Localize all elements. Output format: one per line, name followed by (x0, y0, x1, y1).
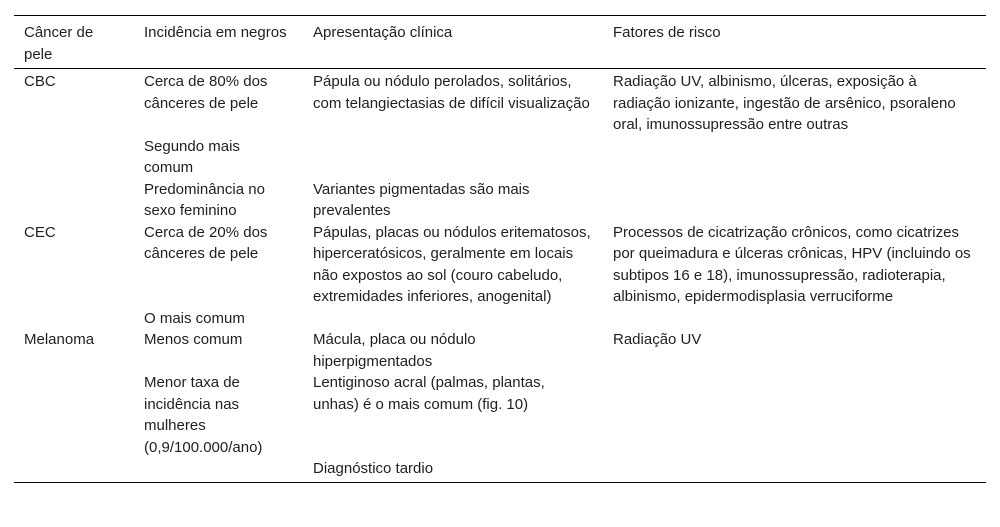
table-cell (603, 308, 986, 330)
table-cell: Pápula ou nódulo perolados, solitários, com telangiectasias de difícil visualização (313, 73, 590, 112)
table-cell (303, 136, 603, 179)
table-cell: Radiação UV, albinismo, úlceras, exposição à radiação ionizante, ingestão de arsênico, psoraleno oral, imunossupressão entre outras (613, 73, 956, 133)
table-cell (603, 136, 986, 179)
table-cell (603, 372, 986, 458)
table-row (14, 179, 986, 222)
header-clinical-presentation: Apresentação clínica (313, 24, 453, 41)
table-row (14, 458, 986, 482)
table-cell (303, 308, 603, 330)
table-cell (603, 458, 986, 482)
table-cell: Menos comum (144, 331, 243, 348)
table-cell: O mais comum (144, 309, 245, 327)
table-cell: Cerca de 80% dos cânceres de pele (144, 73, 268, 112)
table-header-row (14, 16, 986, 69)
table-cell (14, 308, 134, 330)
table-cell: Diagnóstico tardio (313, 460, 434, 477)
skin-cancer-table (14, 15, 986, 483)
table-cell (603, 179, 986, 222)
table-cell: CEC (24, 223, 56, 241)
table-cell: CBC (24, 73, 56, 90)
header-incidence: Incidência em negros (144, 24, 287, 41)
table-cell: Radiação UV (613, 331, 702, 348)
table-row (14, 329, 986, 372)
table-cell: Menor taxa de incidência nas mulheres (0,9/100.000/ano) (144, 374, 263, 456)
table-cell (14, 458, 134, 482)
table-cell: Mácula, placa ou nódulo hiperpigmentados (313, 331, 476, 370)
table-row (14, 372, 986, 458)
table-cell: Variantes pigmentadas são mais prevalentes (313, 180, 530, 219)
table-cell (14, 136, 134, 179)
header-cancer-type: Câncer de pele (24, 24, 94, 63)
table-cell: Pápulas, placas ou nódulos eritematosos, hiperceratósicos, geralmente em locais não expostos ao sol (couro cabeludo, extremidades inferiores, anogenital) (313, 223, 591, 305)
table-cell: Predominância no sexo feminino (144, 180, 265, 219)
table-cell (134, 458, 303, 482)
table-cell: Segundo mais comum (144, 137, 240, 176)
table-cell (14, 372, 134, 458)
table-cell: Cerca de 20% dos cânceres de pele (144, 223, 268, 262)
table-row (14, 69, 986, 136)
header-risk-factors: Fatores de risco (613, 24, 721, 41)
table-row (14, 136, 986, 179)
table-cell: Melanoma (24, 331, 95, 348)
table-cell: Lentiginoso acral (palmas, plantas, unhas) é o mais comum (fig. 10) (313, 374, 545, 413)
table-cell: Processos de cicatrização crônicos, como cicatrizes por queimadura e úlceras crônicas, HPV (incluindo os subtipos 16 e 18), imunossupressão, radioterapia, albinismo, epidermodisplasia verruciforme (613, 223, 971, 305)
table-row (14, 308, 986, 330)
table-cell (14, 179, 134, 222)
table-row (14, 222, 986, 308)
